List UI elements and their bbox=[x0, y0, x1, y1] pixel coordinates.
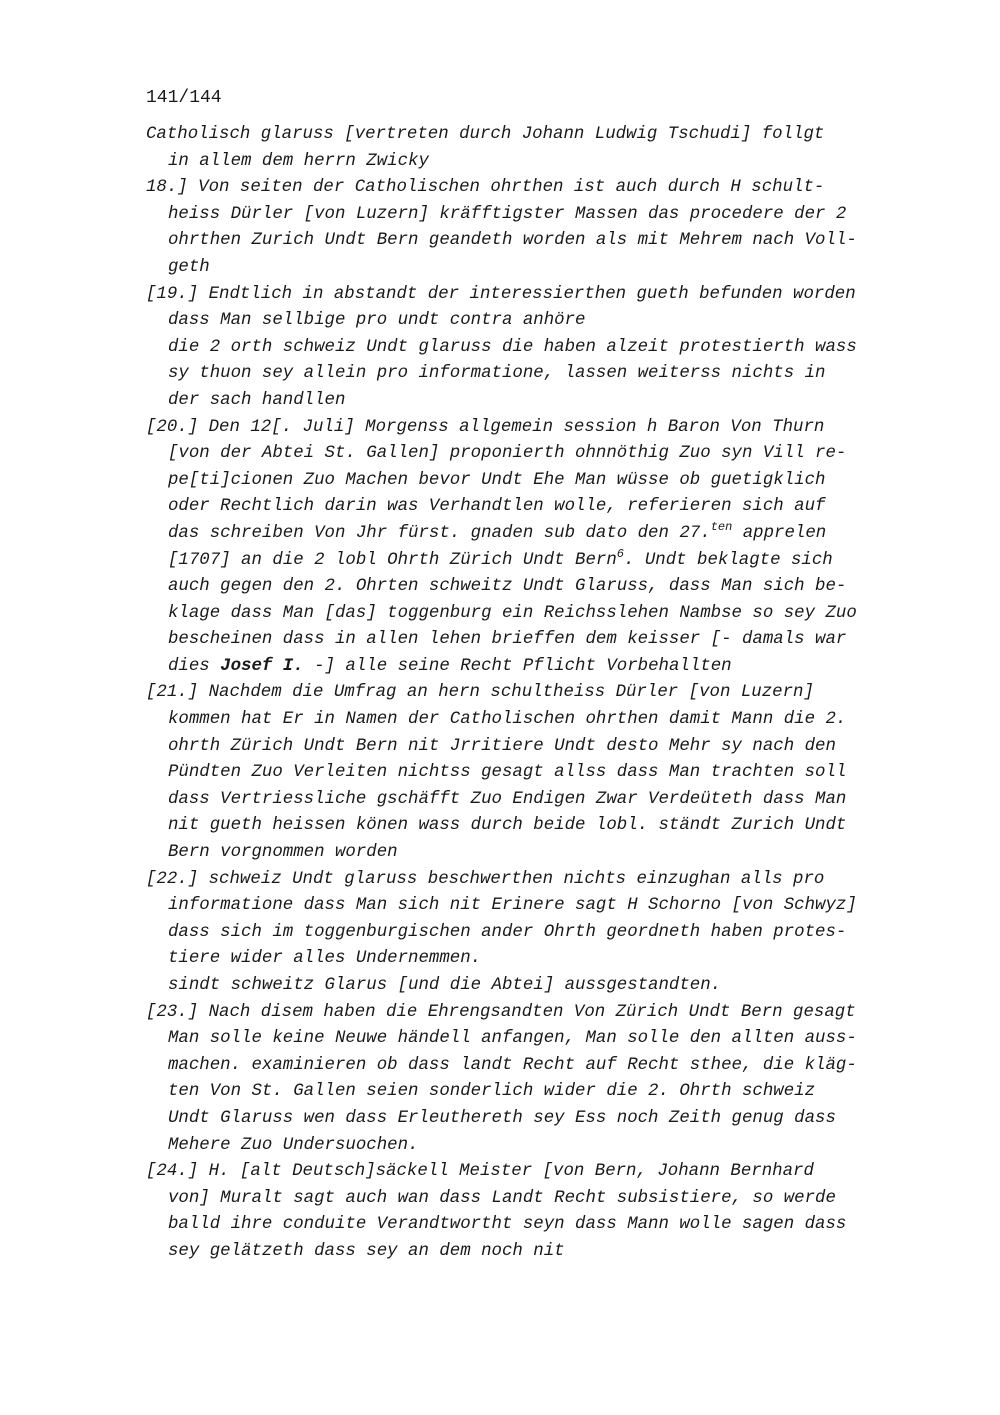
text-run: apprelen bbox=[732, 523, 827, 543]
text-line: dass Vertriessliche gschäfft Zuo Endigen Zwar Verdeüteth dass Man bbox=[168, 789, 847, 809]
text-line: [19.] Endtlich in abstandt der interessierthen gueth befunden worden bbox=[146, 284, 856, 304]
text-run: dies bbox=[168, 656, 221, 676]
text-line: machen. examinieren ob dass landt Recht auf Recht sthee, die kläg- bbox=[168, 1055, 857, 1075]
text-line: [23.] Nach disem haben die Ehrengsandten Von Zürich Undt Bern gesagt bbox=[146, 1002, 856, 1022]
text-line: sey gelätzeth dass sey an dem noch nit bbox=[168, 1241, 565, 1261]
text-line: [24.] H. [alt Deutsch]säckell Meister [von Bern, Johann Bernhard bbox=[146, 1162, 814, 1182]
text-line: auch gegen den 2. Ohrten schweitz Undt Glaruss, dass Man sich be- bbox=[168, 577, 847, 597]
text-line: kommen hat Er in Namen der Catholischen ohrthen damit Mann die 2. bbox=[168, 710, 847, 730]
text-line: Bern vorgnommen worden bbox=[168, 843, 398, 863]
text-line bbox=[146, 548, 926, 575]
text-line: geth bbox=[168, 257, 210, 277]
text-line: [von der Abtei St. Gallen] proponierth ohnnöthig Zuo syn Vill re- bbox=[168, 444, 847, 464]
text-line: Undt Glaruss wen dass Erleuthereth sey Ess noch Zeith genug dass bbox=[168, 1108, 836, 1128]
text-line: ten Von St. Gallen seien sonderlich wider die 2. Ohrth schweiz bbox=[168, 1082, 816, 1102]
superscript: 6 bbox=[616, 546, 624, 561]
text-line: [22.] schweiz Undt glaruss beschwerthen nichts einzughan alls pro bbox=[146, 869, 825, 889]
text-line: Man solle keine Neuwe händell anfangen, Man solle den allten auss- bbox=[168, 1029, 857, 1049]
paragraph bbox=[146, 415, 926, 681]
page-number: 141/144 bbox=[146, 88, 222, 108]
paragraph bbox=[146, 282, 926, 415]
text-line: Catholisch glaruss [vertreten durch Johann Ludwig Tschudi] follgt bbox=[146, 125, 825, 144]
paragraph bbox=[146, 1000, 926, 1160]
text-line: dass Man sellbige pro undt contra anhöre bbox=[168, 311, 586, 331]
text-line: nit gueth heissen könen wass durch beide lobl. ständt Zurich Undt bbox=[168, 816, 847, 836]
text-line: klage dass Man [das] toggenburg ein Reichsslehen Nambse so sey Zuo bbox=[168, 603, 857, 623]
text-line: tiere wider alles Undernemmen. bbox=[168, 949, 482, 969]
text-line: der sach handllen bbox=[168, 390, 346, 410]
text-line: die 2 orth schweiz Undt glaruss die haben alzeit protestierth wass bbox=[168, 337, 857, 357]
paragraph bbox=[146, 1159, 926, 1265]
text-line bbox=[146, 654, 926, 681]
text-line: dass sich im toggenburgischen ander Ohrth geordneth haben protes- bbox=[168, 922, 847, 942]
text-line: [20.] Den 12[. Juli] Morgenss allgemein session h Baron Von Thurn bbox=[146, 417, 825, 437]
transcription-body bbox=[146, 122, 926, 1266]
text-line: sy thuon sey allein pro informatione, lassen weiterss nichts in bbox=[168, 364, 826, 384]
text-line: sindt schweitz Glarus [und die Abtei] aussgestandten. bbox=[168, 976, 722, 995]
text-line: [21.] Nachdem die Umfrag an hern schultheiss Dürler [von Luzern] bbox=[146, 683, 814, 703]
text-line: ohrthen Zurich Undt Bern geandeth worden als mit Mehrem nach Voll- bbox=[168, 231, 857, 251]
paragraph bbox=[146, 680, 926, 866]
text-line: oder Rechtlich darin was Verhandtlen wolle, referieren sich auf bbox=[168, 497, 826, 517]
text-run: das schreiben Von Jhr fürst. gnaden sub dato den 27. bbox=[168, 523, 711, 543]
text-run: -] alle seine Recht Pflicht Vorbehallten bbox=[303, 656, 732, 676]
paragraph bbox=[146, 175, 926, 281]
text-line: heiss Dürler [von Luzern] kräfftigster Massen das procedere der 2 bbox=[168, 204, 847, 224]
text-line: von] Muralt sagt auch wan dass Landt Recht subsistiere, so werde bbox=[168, 1188, 836, 1208]
paragraph bbox=[146, 867, 926, 1000]
text-line: 18.] Von seiten der Catholischen ohrthen ist auch durch H schult- bbox=[146, 178, 825, 198]
text-line bbox=[146, 521, 926, 548]
text-line: Mehere Zuo Undersuochen. bbox=[168, 1135, 419, 1155]
text-line: ohrth Zürich Undt Bern nit Jrritiere Undt desto Mehr sy nach den bbox=[168, 736, 836, 756]
paragraph bbox=[146, 122, 926, 175]
text-line: bescheinen dass in allen lehen brieffen dem keisser [- damals war bbox=[168, 630, 847, 650]
bold-name: Josef I. bbox=[220, 656, 304, 676]
text-line: balld ihre conduite Verandtwortht seyn dass Mann wolle sagen dass bbox=[168, 1215, 847, 1235]
text-line: Pündten Zuo Verleiten nichtss gesagt allss dass Man trachten soll bbox=[168, 763, 847, 783]
superscript: ten bbox=[710, 519, 733, 534]
text-line: in allem dem herrn Zwicky bbox=[168, 151, 429, 171]
text-line: pe[ti]cionen Zuo Machen bevor Undt Ehe Man wüsse ob guetigklich bbox=[168, 470, 826, 490]
text-line: informatione dass Man sich nit Erinere sagt H Schorno [von Schwyz] bbox=[168, 896, 857, 916]
text-run: . Undt beklagte sich bbox=[623, 550, 833, 570]
text-run: [1707] an die 2 lobl Ohrth Zürich Undt Bern bbox=[168, 550, 617, 570]
